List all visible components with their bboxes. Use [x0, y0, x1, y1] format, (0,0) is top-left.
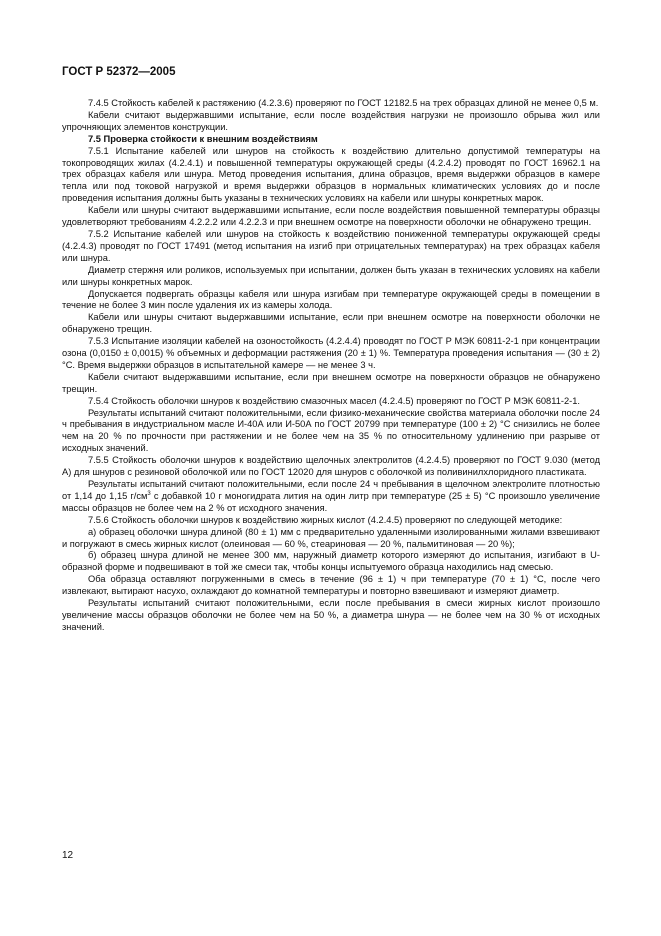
- paragraph-7-5-2: 7.5.2 Испытание кабелей или шнуров на стойкость к воздействию пониженной температуры окружающей среды (4.2.4.3) проводят по ГОСТ 17491 (метод испытания на изгиб при отрицательных температурах) на трех образцах кабеля или шнура.: [62, 228, 600, 263]
- text-run: Результаты испытаний считают положительными, если после 24 ч пребывания в щелочном электролите плотностью от 1,14 до 1,15 г/см: [62, 479, 600, 501]
- paragraph: Диаметр стержня или роликов, используемых при испытании, должен быть указан в технических условиях на кабели или шнуры конкретных марок.: [62, 264, 600, 287]
- paragraph: Оба образца оставляют погруженными в смесь в течение (96 ± 1) ч при температуре (70 ± 1) °С, после чего извлекают, вытирают насухо, охлаждают до комнатной температуры и повторно взвешивают и измеряют диаметр.: [62, 574, 600, 597]
- document-header: ГОСТ Р 52372—2005: [62, 66, 176, 78]
- section-title-7-5: 7.5 Проверка стойкости к внешним воздействиям: [88, 133, 318, 144]
- document-body: [62, 98, 600, 634]
- paragraph: Допускается подвергать образцы кабеля или шнура изгибам при температуре окружающей среды в помещении в течение не более 3 мин после удаления их из камеры холода.: [62, 288, 600, 311]
- paragraph: Кабели считают выдержавшими испытание, если при внешнем осмотре на поверхности образцов не обнаружено трещин.: [62, 371, 600, 394]
- paragraph-7-5-4: 7.5.4 Стойкость оболочки шнуров к воздействию смазочных масел (4.2.4.5) проверяют по ГОСТ Р МЭК 60811-2-1.: [88, 395, 580, 406]
- paragraph: Кабели или шнуры считают выдержавшими испытание, если после воздействия повышенной температуры образцы удовлетворяют требованиям 4.2.2.2 или 4.2.2.3 и при внешнем осмотре на поверхности оболочки не обнаружено трещин.: [62, 205, 600, 228]
- paragraph: [62, 479, 600, 515]
- list-item-a: а) образец оболочки шнура длиной (80 ± 1) мм с предварительно удаленными изолированными жилами взвешивают и погружают в смесь жирных кислот (олеиновая — 60 %, стеариновая — 20 %, пальмитиновая — 20 %);: [62, 526, 600, 549]
- paragraph: Результаты испытаний считают положительными, если после пребывания в смеси жирных кислот произошло увеличение массы образцов оболочки не более чем на 50 %, а диаметра шнура — не более чем на 30 % от исходных значений.: [62, 598, 600, 632]
- list-item-b: б) образец шнура длиной не менее 300 мм, наружный диаметр которого измеряют до испытания, изгибают в U-образной форме и подвешивают в той же смеси так, чтобы концы испытуемого образца находились над смесью.: [62, 550, 600, 573]
- paragraph-7-5-5: 7.5.5 Стойкость оболочки шнуров к воздействию щелочных электролитов (4.2.4.5) проверяют по ГОСТ 9.030 (метод А) для шнуров с резиновой оболочкой или по ГОСТ 12020 для шнуров с оболочкой из поливинилхлоридного пластиката.: [62, 455, 600, 478]
- paragraph: Результаты испытаний считают положительными, если физико-механические свойства материала оболочки после 24 ч пребывания в индустриальном масле И-40А или И-50А по ГОСТ 20799 при температуре (100 ± 2) °С снизились не более чем на 20 % по прочности при растяжении и не более чем на 35 % по относительному удлинению при разрыве от исходных значений.: [62, 407, 600, 454]
- paragraph-7-5-3: 7.5.3 Испытание изоляции кабелей на озоностойкость (4.2.4.4) проводят по ГОСТ Р МЭК 60811-2-1 при концентрации озона (0,0150 ± 0,0015) % объемных и деформации растяжения (20 ± 1) %. Температура проведения испытания — (30 ± 2) °С. Время выдержки образцов в испытательной камере — не менее 3 ч.: [62, 336, 600, 370]
- paragraph-7-5-6: 7.5.6 Стойкость оболочки шнуров к воздействию жирных кислот (4.2.4.5) проверяют по следующей методике:: [88, 514, 563, 525]
- superscript: 3: [147, 490, 151, 497]
- text-run: с добавкой 10 г моногидрата лития на один литр при температуре (25 ± 5) °С произошло увеличение массы образцов не более чем на 2 % от исходного значения.: [62, 490, 600, 513]
- paragraph-7-5-1: 7.5.1 Испытание кабелей или шнуров на стойкость к воздействию длительно допустимой температуры на токопроводящих жилах (4.2.4.1) и повышенной температуры окружающей среды (4.2.4.2) проводят по ГОСТ 16962.1 на трех образцах кабеля или шнура. Метод проведения испытания, длина образцов, время выдержки образцов в камере тепла или под токовой нагрузкой и время выдержки образцов в нормальных климатических условиях до и после проведения испытания должны быть указаны в технических условиях на кабели или шнуры конкретных марок.: [62, 145, 600, 204]
- paragraph-7-4-5: 7.4.5 Стойкость кабелей к растяжению (4.2.3.6) проверяют по ГОСТ 12182.5 на трех образцах длиной не менее 0,5 м.: [88, 98, 599, 108]
- paragraph: Кабели считают выдержавшими испытание, если после воздействия нагрузки не произошло обрыва жил или упрочняющих элементов конструкции.: [62, 109, 600, 132]
- paragraph: Кабели или шнуры считают выдержавшими испытание, если при внешнем осмотре на поверхности оболочки не обнаружено трещин.: [62, 312, 600, 335]
- page-number: 12: [62, 850, 74, 861]
